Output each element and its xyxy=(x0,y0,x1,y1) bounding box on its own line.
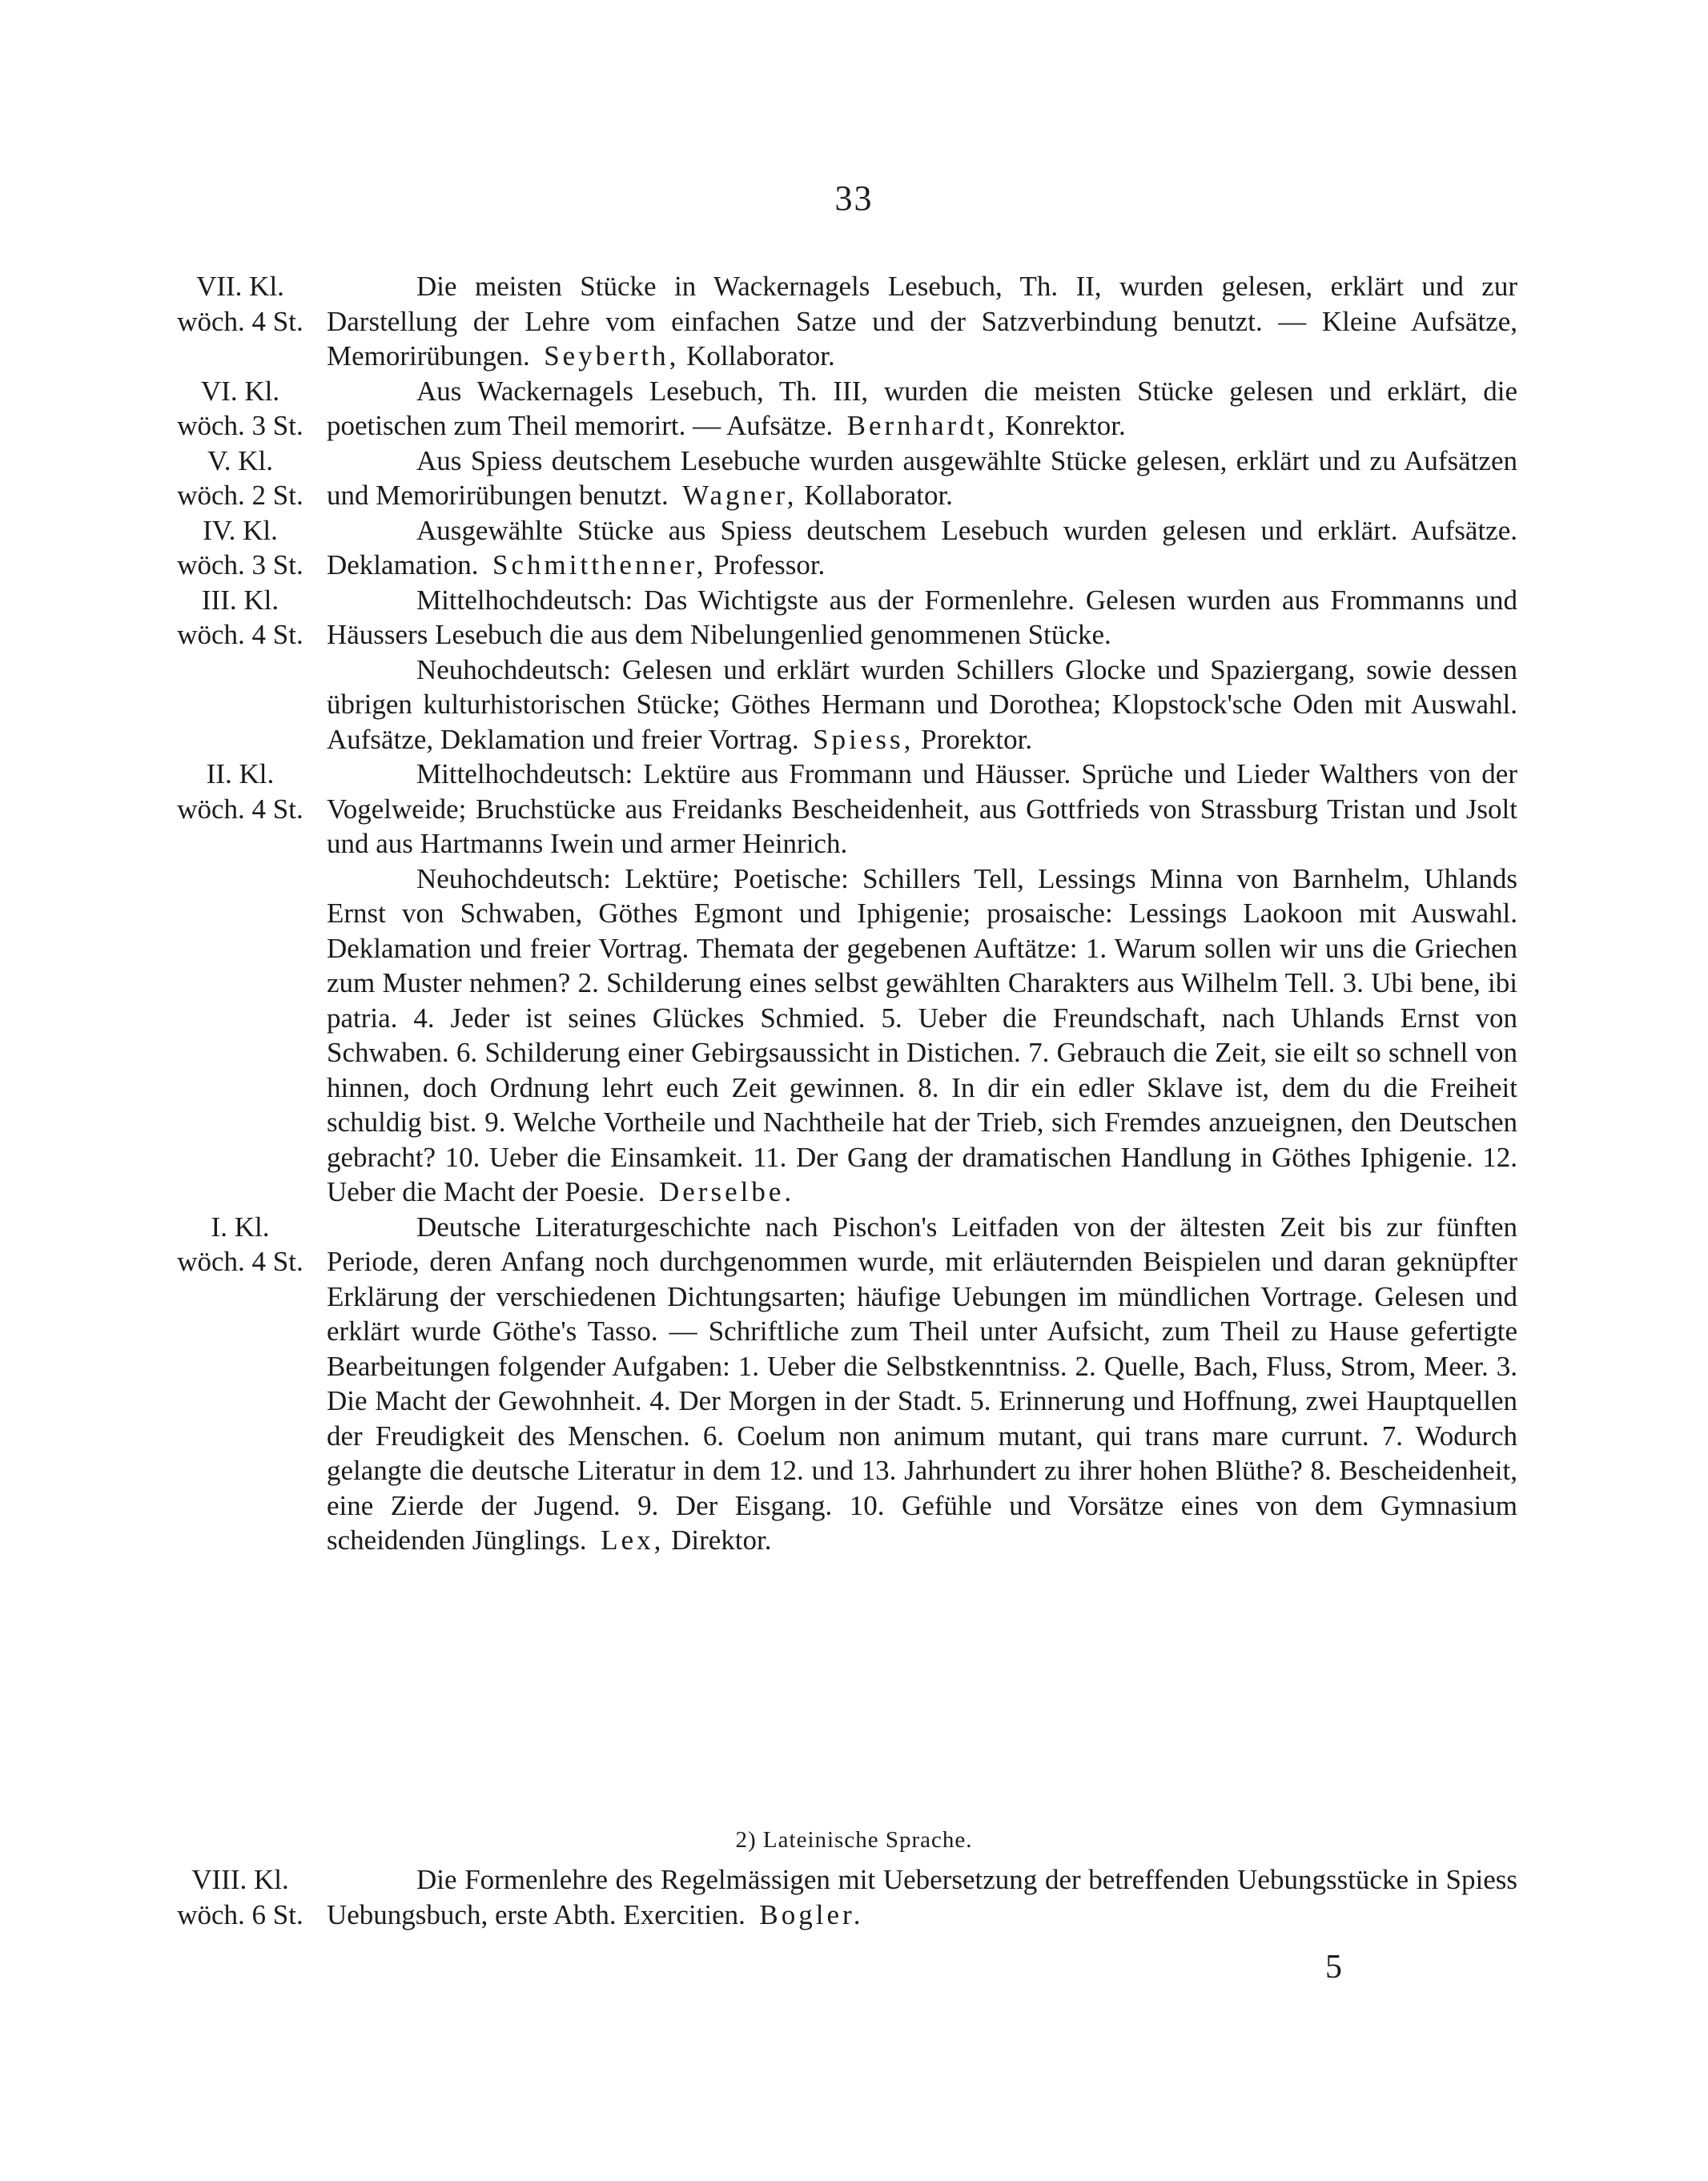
entry-paragraph: Mittelhochdeutsch: Das Wichtigste aus der Formenlehre. Gelesen wurden aus Frommanns und Häussers Lesebuch die aus dem Nibelungenlied genommenen Stücke. xyxy=(327,584,1517,650)
hours-label: wöch. 4 St. xyxy=(177,793,303,825)
hours-label: wöch. 4 St. xyxy=(177,1246,303,1277)
entry-label xyxy=(160,1210,320,1279)
teacher-name: Schmitthenner, xyxy=(492,549,707,580)
teacher-title: Kollaborator. xyxy=(686,340,835,372)
entry-label xyxy=(160,1862,320,1932)
page-number: 33 xyxy=(834,179,874,218)
entry-class-viii xyxy=(160,1862,1517,1932)
teacher-name: Derselbe. xyxy=(659,1176,795,1207)
entry-class-ii xyxy=(160,757,1517,1210)
hours-label: wöch. 3 St. xyxy=(177,410,303,441)
class-label: III. Kl. xyxy=(201,584,279,616)
teacher-name: Spiess, xyxy=(813,723,914,755)
entry-text xyxy=(327,1862,1517,1932)
entry-label xyxy=(160,757,320,826)
hours-label: wöch. 4 St. xyxy=(177,305,303,337)
german-curriculum-entries xyxy=(160,269,1517,1558)
entry-class-i xyxy=(160,1210,1517,1558)
entry-class-iii xyxy=(160,583,1517,757)
class-label: V. Kl. xyxy=(207,444,273,476)
entry-class-iv xyxy=(160,513,1517,583)
teacher-name: Seyberth, xyxy=(544,340,680,372)
entry-text xyxy=(327,269,1517,374)
entry-paragraph: Neuhochdeutsch: Lektüre; Poetische: Schillers Tell, Lessings Minna von Barnhelm, Uhlands Ernst von Schwaben, Göthes Egmont und Iphigenie; prosaische: Lessings Laokoon mit Auswahl. Deklamation und freier Vortrag. Themata der gegebenen Auftätze: 1. Warum sollen wir uns die Griechen zum Muster nehmen? 2. Schilderung eines selbst gewählten Charakters aus Wilhelm Tell. 3. Ubi bene, ibi patria. 4. Jeder ist seines Glückes Schmied. 5. Ueber die Freundschaft, nach Uhlands Ernst von Schwaben. 6. Schilderung einer Gebirgsaussicht in Distichen. 7. Gebrauch die Zeit, sie eilt so schnell von hinnen, doch Ordnung lehrt euch Zeit gewinnen. 8. In dir ein edler Sklave ist, dem du die Freiheit schuldig bist. 9. Welche Vortheile und Nachtheile hat der Trieb, sich Fremdes anzueignen, den Deutschen gebracht? 10. Ueber die Einsamkeit. 11. Der Gang der dramatischen Handlung in Göthes Iphigenie. 12. Ueber die Macht der Poesie. Derselbe. xyxy=(327,862,1517,1207)
entry-text xyxy=(327,757,1517,1210)
class-label: IV. Kl. xyxy=(203,514,278,546)
entry-class-vi xyxy=(160,374,1517,444)
teacher-name: Bernhardt, xyxy=(846,410,999,441)
hours-label: wöch. 6 St. xyxy=(177,1898,303,1930)
entry-text xyxy=(327,444,1517,513)
entry-paragraph: Aus Wackernagels Lesebuch, Th. III, wurden die meisten Stücke gelesen und erklärt, die poetischen zum Theil memorirt. — Aufsätze. Bernhardt, Konrektor. xyxy=(327,375,1517,441)
latin-curriculum-entries xyxy=(160,1862,1517,1932)
entry-label xyxy=(160,269,320,339)
entry-paragraph: Mittelhochdeutsch: Lektüre aus Frommann und Häusser. Sprüche und Lieder Walthers von der Vogelweide; Bruchstücke aus Freidanks Bescheidenheit, aus Gottfrieds von Strassburg Tristan und Jsolt und aus Hartmanns Iwein und armer Heinrich. xyxy=(327,758,1517,859)
hours-label: wöch. 2 St. xyxy=(177,480,303,511)
entry-label xyxy=(160,374,320,444)
entry-text xyxy=(327,1210,1517,1558)
class-label: VII. Kl. xyxy=(196,271,284,302)
entry-paragraph: Ausgewählte Stücke aus Spiess deutschem Lesebuch wurden gelesen und erklärt. Aufsätze. Deklamation. Schmitthenner, Professor. xyxy=(327,514,1517,580)
teacher-title: Kollaborator. xyxy=(804,480,953,511)
teacher-name: Wagner, xyxy=(682,480,798,511)
teacher-name: Bogler. xyxy=(759,1898,864,1930)
entry-class-vii xyxy=(160,269,1517,374)
class-label: II. Kl. xyxy=(206,758,275,789)
entry-paragraph: Aus Spiess deutschem Lesebuche wurden ausgewählte Stücke gelesen, erklärt und zu Aufsätzen und Memorirübungen benutzt. Wagner, Kollaborator. xyxy=(327,444,1517,511)
entry-label xyxy=(160,444,320,513)
entry-paragraph: Die Formenlehre des Regelmässigen mit Uebersetzung der betreffenden Uebungsstücke in Spiess Uebungsbuch, erste Abth. Exercitien. Bogler. xyxy=(327,1864,1517,1930)
entry-class-v xyxy=(160,444,1517,513)
teacher-name: Lex, xyxy=(601,1524,665,1556)
teacher-title: Konrektor. xyxy=(1005,410,1126,441)
entry-paragraph: Neuhochdeutsch: Gelesen und erklärt wurden Schillers Glocke und Spaziergang, sowie dessen übrigen kulturhistorischen Stücke; Göthes Hermann und Dorothea; Klopstock'sche Oden mit Auswahl. Aufsätze, Deklamation und freier Vortrag. Spiess, Prorektor. xyxy=(327,653,1517,755)
class-label: VI. Kl. xyxy=(200,375,280,407)
entry-label xyxy=(160,583,320,653)
teacher-title: Prorektor. xyxy=(921,723,1033,755)
teacher-title: Direktor. xyxy=(671,1524,772,1556)
hours-label: wöch. 4 St. xyxy=(177,619,303,650)
entry-text xyxy=(327,374,1517,444)
section-heading-latin: 2) Lateinische Sprache. xyxy=(735,1827,973,1853)
printer-signature-mark: 5 xyxy=(1325,1949,1342,1986)
entry-paragraph: Deutsche Literaturgeschichte nach Pischon's Leitfaden von der ältesten Zeit bis zur fünften Periode, deren Anfang noch durchgenommen wurde, mit erläuternden Beispielen und daran geknüpfter Erklärung der verschiedenen Dichtungsarten; häufige Uebungen im mündlichen Vortrage. Gelesen und erklärt wurde Göthe's Tasso. — Schriftliche zum Theil unter Aufsicht, zum Theil zu Hause gefertigte Bearbeitungen folgender Aufgaben: 1. Ueber die Selbstkenntniss. 2. Quelle, Bach, Fluss, Strom, Meer. 3. Die Macht der Gewohnheit. 4. Der Morgen in der Stadt. 5. Erinnerung und Hoffnung, zwei Hauptquellen der Freudigkeit des Menschen. 6. Coelum non animum mutant, qui trans mare currunt. 7. Wodurch gelangte die deutsche Literatur in dem 12. und 13. Jahrhundert zu ihrer hohen Blüthe? 8. Bescheidenheit, eine Zierde der Jugend. 9. Der Eisgang. 10. Gefühle und Vorsätze eines von dem Gymnasium scheidenden Jünglings. Lex, Direktor. xyxy=(327,1211,1517,1556)
entry-text xyxy=(327,583,1517,757)
class-label: I. Kl. xyxy=(211,1211,270,1243)
entry-paragraph: Die meisten Stücke in Wackernagels Lesebuch, Th. II, wurden gelesen, erklärt und zur Darstellung der Lehre vom einfachen Satze und der Satzverbindung benutzt. — Kleine Aufsätze, Memorirübungen. Seyberth, Kollaborator. xyxy=(327,271,1517,372)
class-label: VIII. Kl. xyxy=(191,1864,289,1895)
entry-label xyxy=(160,513,320,583)
teacher-title: Professor. xyxy=(713,549,826,580)
entry-text xyxy=(327,513,1517,583)
hours-label: wöch. 3 St. xyxy=(177,549,303,580)
